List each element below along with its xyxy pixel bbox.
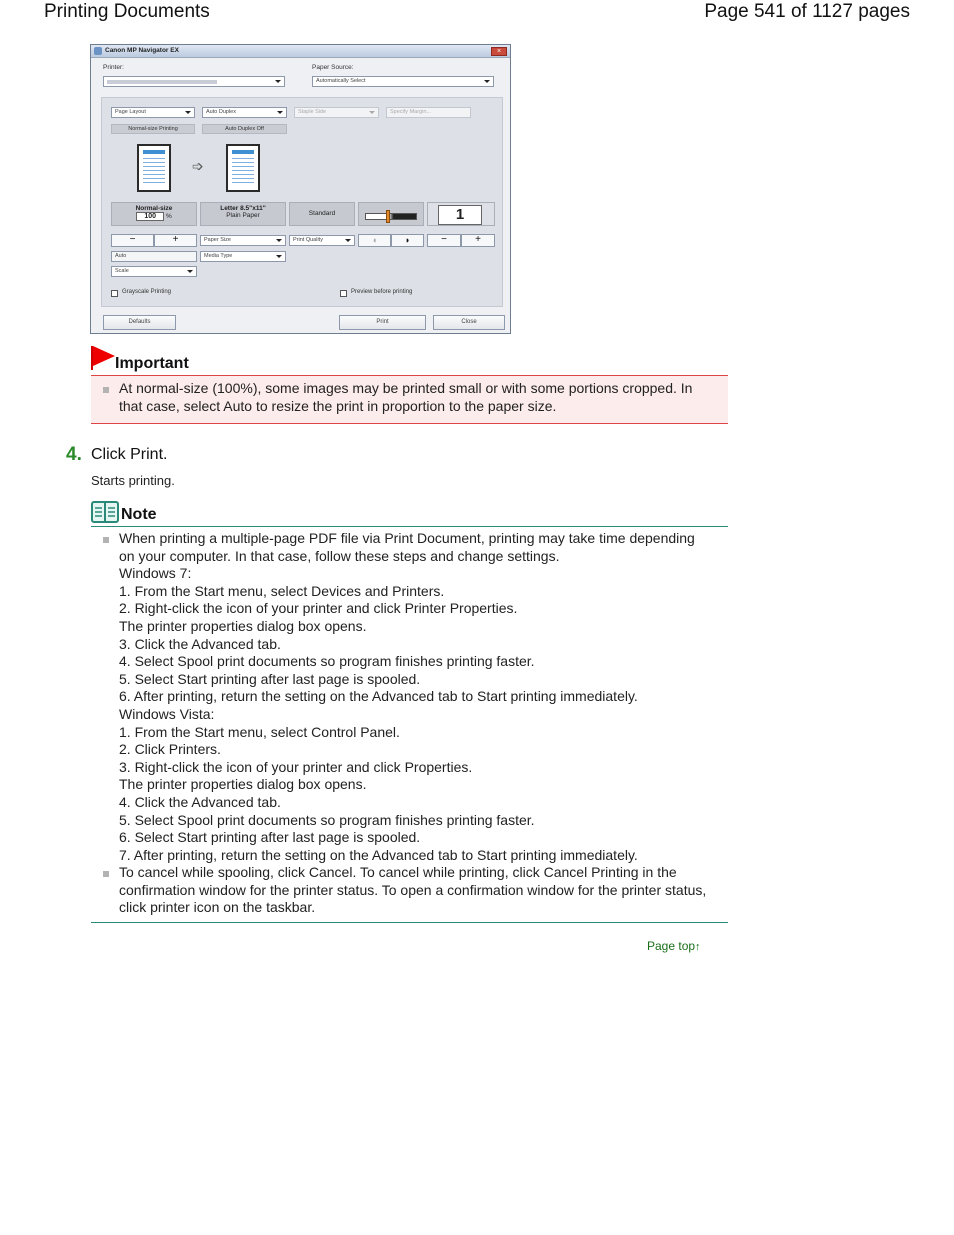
note-line: 1. From the Start menu, select Devices and Printers. [119,582,445,599]
important-text: At normal-size (100%), some images may be printed small or with some portions cropped. In that case, select Auto to resize the print in proportion to the paper size. [119,380,693,414]
printer-label: Printer: [103,64,124,71]
print-quality-label: Print Quality [293,237,323,243]
dialog-title: Canon MP Navigator EX [105,47,179,54]
media-type-select[interactable] [200,251,286,262]
staple-side-value: Staple Side [298,109,327,115]
dialog-titlebar [91,45,510,58]
close-button[interactable]: Close [433,315,505,330]
copies-increase-button[interactable]: + [461,234,495,247]
page-counter: Page 541 of 1127 pages [704,1,910,22]
lighter-button[interactable]: ◖ [358,234,391,247]
scale-decrease-button[interactable]: − [111,234,154,247]
bullet-icon [103,537,109,543]
note-line: click printer icon on the taskbar. [119,899,316,916]
arrow-up-icon: ↑ [695,941,701,953]
chevron-down-icon [276,255,282,258]
scale-mode: Normal-size [135,205,173,212]
paper-size-value: Letter 8.5"x11" [220,205,266,212]
paper-info [200,202,286,226]
scale-label: Scale [115,268,129,274]
close-icon[interactable]: × [491,47,507,56]
page-top-label: Page top [647,939,696,953]
flag-icon [91,346,115,370]
app-icon [94,47,102,55]
note-bottom-rule [91,922,728,923]
chevron-down-icon [275,80,281,83]
scale-percent-value: 100 [136,212,164,221]
bullet-icon [103,871,109,877]
paper-source-select[interactable] [312,76,494,87]
bullet-icon [103,387,109,393]
scale-increase-button[interactable]: + [154,234,197,247]
note-line: The printer properties dialog box opens. [119,776,367,793]
step-number: 4. [66,444,82,465]
page-top-link[interactable] [647,939,701,953]
important-title: Important [115,355,189,372]
chevron-down-icon [185,111,191,114]
note-line: When printing a multiple-page PDF file via Print Document, printing may take time depending [119,530,695,546]
chevron-down-icon [277,111,283,114]
auto-duplex-value: Auto Duplex [206,109,236,115]
print-button[interactable]: Print [339,315,426,330]
grayscale-checkbox[interactable] [111,290,118,297]
scale-unit: % [166,213,172,220]
arrow-right-icon: ➩ [192,158,204,174]
paper-size-label: Paper Size [204,237,231,243]
paper-size-select[interactable] [200,235,286,246]
darker-button[interactable]: ◗ [391,234,424,247]
normal-size-tag: Normal-size Printing [111,124,195,134]
media-type-label: Media Type [204,253,233,259]
settings-panel [101,97,503,307]
defaults-button[interactable]: Defaults [103,315,176,330]
page-header-title: Printing Documents [44,1,210,22]
note-line: 3. Click the Advanced tab. [119,635,281,652]
step-description: Starts printing. [91,473,175,488]
staple-side-select[interactable] [294,107,379,118]
note-line: 7. After printing, return the setting on the Advanced tab to Start printing immediately. [119,846,638,863]
density-scale [365,213,417,220]
note-book-icon [91,501,119,523]
note-line: 5. Select Spool print documents so program finishes printing faster. [119,811,535,828]
duplex-off-tag: Auto Duplex Off [202,124,287,134]
chevron-down-icon [369,111,375,114]
chevron-down-icon [345,239,351,242]
note-line: 3. Right-click the icon of your printer and click Properties. [119,758,473,775]
note-line: 5. Select Start printing after last page is spooled. [119,670,421,687]
auto-option[interactable]: Auto [111,251,197,262]
note-line: confirmation window for the printer status. To open a confirmation window for the printer status, [119,881,707,898]
output-document-icon [226,144,260,192]
density-slider-thumb[interactable] [386,210,390,223]
density-slider[interactable] [358,202,424,226]
printer-select[interactable] [103,76,285,87]
note-line: 2. Right-click the icon of your printer and click Printer Properties. [119,600,518,617]
grayscale-label: Grayscale Printing [122,289,172,295]
copies-value[interactable]: 1 [438,205,482,225]
specify-margin-label: Specify Margin... [390,109,431,115]
paper-source-value: Automatically Select [316,78,366,84]
preview-label: Preview before printing [351,289,413,295]
note-line: 6. After printing, return the setting on the Advanced tab to Start printing immediately. [119,688,638,705]
print-quality-select[interactable] [289,235,355,246]
source-document-icon [137,144,171,192]
preview-checkbox[interactable] [340,290,347,297]
note-line: on your computer. In that case, follow these steps and change settings. [119,547,560,564]
note-item-2 [119,864,729,917]
note-line: 1. From the Start menu, select Control Panel. [119,723,400,740]
note-title: Note [121,506,157,523]
note-line: Windows 7: [119,565,192,582]
note-line: 4. Select Spool print documents so program finishes printing faster. [119,653,535,670]
chevron-down-icon [276,239,282,242]
note-line: 4. Click the Advanced tab. [119,793,281,810]
step-text: Click Print. [91,446,168,463]
chevron-down-icon [187,270,193,273]
page-layout-value: Page Layout [115,109,146,115]
copies-box [427,202,495,226]
note-item-1 [119,530,719,864]
important-box [91,375,728,424]
scale-info [111,202,197,226]
note-line: Windows Vista: [119,705,215,722]
specify-margin-button[interactable] [386,107,471,118]
auto-duplex-select[interactable] [202,107,287,118]
paper-source-label: Paper Source: [312,64,354,71]
scale-select[interactable] [111,266,197,277]
chevron-down-icon [484,80,490,83]
note-line: To cancel while spooling, click Cancel. To cancel while printing, click Cancel Printing in the [119,864,677,880]
note-line: 2. Click Printers. [119,741,221,758]
paper-type-value: Plain Paper [226,212,260,219]
note-top-rule [91,526,728,527]
note-line: 6. Select Start printing after last page is spooled. [119,829,421,846]
page-layout-select[interactable] [111,107,195,118]
quality-info: Standard [289,202,355,226]
note-line: The printer properties dialog box opens. [119,617,367,634]
copies-decrease-button[interactable]: − [427,234,461,247]
printer-name-redacted [107,80,217,84]
print-dialog-screenshot [90,44,511,334]
